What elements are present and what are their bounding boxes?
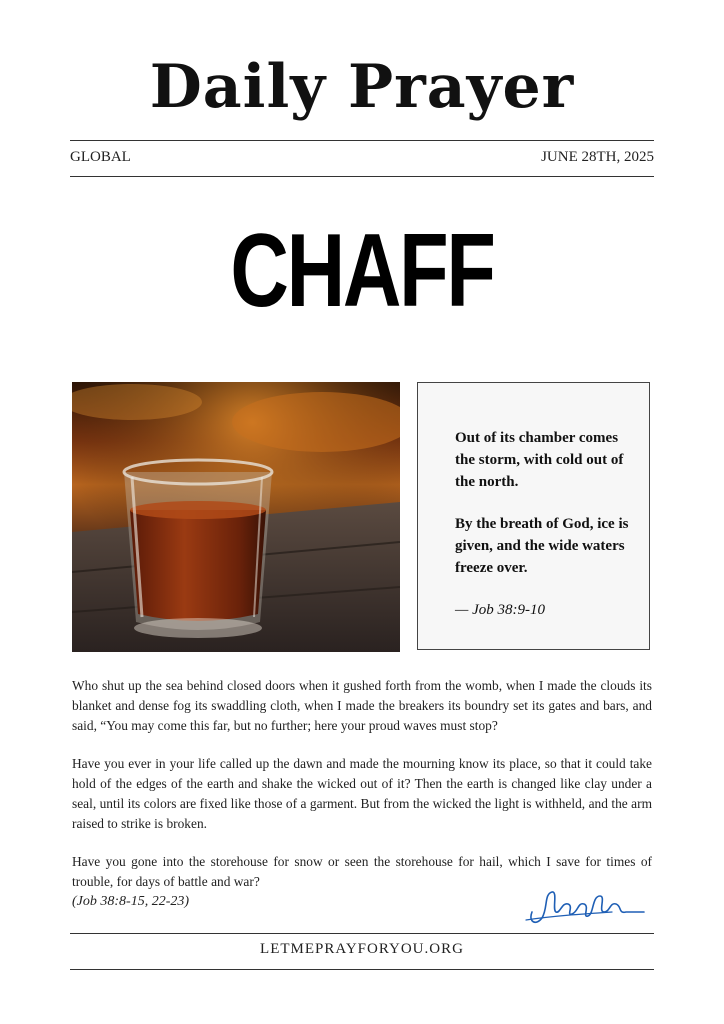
handwritten-signature [522,882,648,928]
top-rule [70,140,654,141]
photo-glass-of-whiskey [72,382,400,652]
body-paragraph-3: Have you gone into the storehouse for snow or seen the storehouse for hail, which I save for times of trouble, for days of battle and war? [72,854,652,889]
quote-stanza-2: By the breath of God, ice is given, and the wide waters freeze over. [455,516,629,576]
scripture-quote-box [417,382,650,650]
masthead-title: Daily Prayer [149,52,575,122]
glass-illustration [72,382,400,652]
footer-bottom-rule [70,969,654,970]
body-paragraph-1: Who shut up the sea behind closed doors when it gushed forth from the womb, when I made the clouds its blanket and dense fog its swaddling cloth, when I made the breakers its boundry set its gates and bars, and said, “You may come this far, but no further; here your proud waves must stop? [72,678,652,733]
scripture-reference: (Job 38:8-15, 22-23) [72,894,190,909]
dateline-date: JUNE 28TH, 2025 [541,149,654,165]
dateline-region: GLOBAL [70,149,131,165]
dateline [70,149,654,166]
footer-site-link[interactable]: LETMEPRAYFORYOU.ORG [260,941,464,957]
footer-top-rule [70,933,654,934]
quote-citation: — Job 38:9-10 [455,602,545,618]
body-paragraph-2: Have you ever in your life called up the dawn and made the mourning know its place, so that it could take hold of the edges of the earth and shake the wicked out of it? Then the earth is changed like clay under a seal, until its colors are fixed like those of a garment. But from the wicked the light is withheld, and the arm raised to strike is broken. [72,756,652,831]
quote-stanza-1: Out of its chamber comes the storm, with cold out of the north. [455,430,624,490]
scripture-body [72,676,652,910]
headline: CHAFF [230,213,494,329]
dateline-rule [70,176,654,177]
